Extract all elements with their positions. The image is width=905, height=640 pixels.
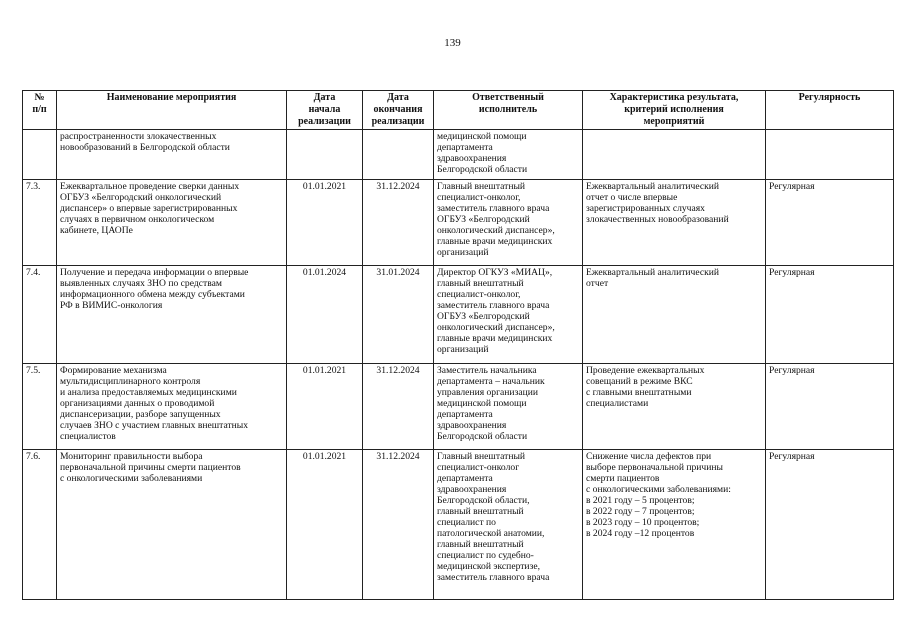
table-row: [23, 266, 894, 364]
row-number: 7.5.: [23, 364, 57, 450]
row-executor: Директор ОГКУЗ «МИАЦ», главный внештатный специалист-онколог, заместитель главного врача ОГБУЗ «Белгородский онкологический диспансер», главные врачи медицинских организаций: [434, 266, 583, 364]
row-executor: медицинской помощи департамента здравоохранения Белгородской области: [434, 130, 583, 180]
row-start-date: 01.01.2024: [287, 266, 363, 364]
row-regularity: Регулярная: [766, 364, 894, 450]
row-activity-name: Ежеквартальное проведение сверки данных ОГБУЗ «Белгородский онкологический диспансер» о впервые зарегистрированных случаях в первичном онкологическом кабинете, ЦАОПе: [57, 180, 287, 266]
header-activity-name: Наименование мероприятия: [57, 91, 287, 130]
row-executor: Заместитель начальника департамента – начальник управления организации медицинской помощи департамента здравоохранения Белгородской области: [434, 364, 583, 450]
header-regularity: Регулярность: [766, 91, 894, 130]
row-executor: Главный внештатный специалист-онколог, заместитель главного врача ОГБУЗ «Белгородский онкологический диспансер», главные врачи медицинских организаций: [434, 180, 583, 266]
row-end-date: 31.12.2024: [363, 450, 434, 600]
activities-table: [22, 90, 894, 600]
table-header-row: [23, 91, 894, 130]
table-row: [23, 180, 894, 266]
header-number: № п/п: [23, 91, 57, 130]
table-row: [23, 130, 894, 180]
row-number: 7.4.: [23, 266, 57, 364]
row-start-date: 01.01.2021: [287, 180, 363, 266]
row-start-date: [287, 130, 363, 180]
header-executor: Ответственный исполнитель: [434, 91, 583, 130]
row-end-date: 31.01.2024: [363, 266, 434, 364]
row-start-date: 01.01.2021: [287, 364, 363, 450]
row-regularity: [766, 130, 894, 180]
header-end-date: Дата окончания реализации: [363, 91, 434, 130]
row-start-date: 01.01.2021: [287, 450, 363, 600]
table-row: [23, 450, 894, 600]
row-number: [23, 130, 57, 180]
header-result: Характеристика результата, критерий исполнения мероприятий: [583, 91, 766, 130]
row-activity-name: Формирование механизма мультидисциплинарного контроля и анализа предоставляемых медицинскими организациями данных о проводимой диспансеризации, разборе запущенных случаев ЗНО с участием главных внештатных специалистов: [57, 364, 287, 450]
row-executor: Главный внештатный специалист-онколог департамента здравоохранения Белгородской области, главный внештатный специалист по патологической анатомии, главный внештатный специалист по судебно- медицинской экспертизе, заместитель главного врача: [434, 450, 583, 600]
row-result: Ежеквартальный аналитический отчет: [583, 266, 766, 364]
row-regularity: Регулярная: [766, 266, 894, 364]
row-activity-name: Получение и передача информации о впервые выявленных случаях ЗНО по средствам информационного обмена между субъектами РФ в ВИМИС-онкология: [57, 266, 287, 364]
header-start-date: Дата начала реализации: [287, 91, 363, 130]
page-number: 139: [444, 37, 461, 49]
row-result: Снижение числа дефектов при выборе первоначальной причины смерти пациентов с онкологическими заболеваниями: в 2021 году – 5 процентов; в 2022 году – 7 процентов; в 2023 году – 10 процентов; в 2024 году –12 процентов: [583, 450, 766, 600]
row-number: 7.3.: [23, 180, 57, 266]
row-number: 7.6.: [23, 450, 57, 600]
row-result: Ежеквартальный аналитический отчет о числе впервые зарегистрированных случаях злокачественных новообразований: [583, 180, 766, 266]
row-end-date: 31.12.2024: [363, 364, 434, 450]
row-regularity: Регулярная: [766, 450, 894, 600]
row-end-date: [363, 130, 434, 180]
row-regularity: Регулярная: [766, 180, 894, 266]
table-row: [23, 364, 894, 450]
row-result: Проведение ежеквартальных совещаний в режиме ВКС с главными внештатными специалистами: [583, 364, 766, 450]
row-end-date: 31.12.2024: [363, 180, 434, 266]
row-activity-name: распространенности злокачественных новообразований в Белгородской области: [57, 130, 287, 180]
row-result: [583, 130, 766, 180]
row-activity-name: Мониторинг правильности выбора первоначальной причины смерти пациентов с онкологическими заболеваниями: [57, 450, 287, 600]
